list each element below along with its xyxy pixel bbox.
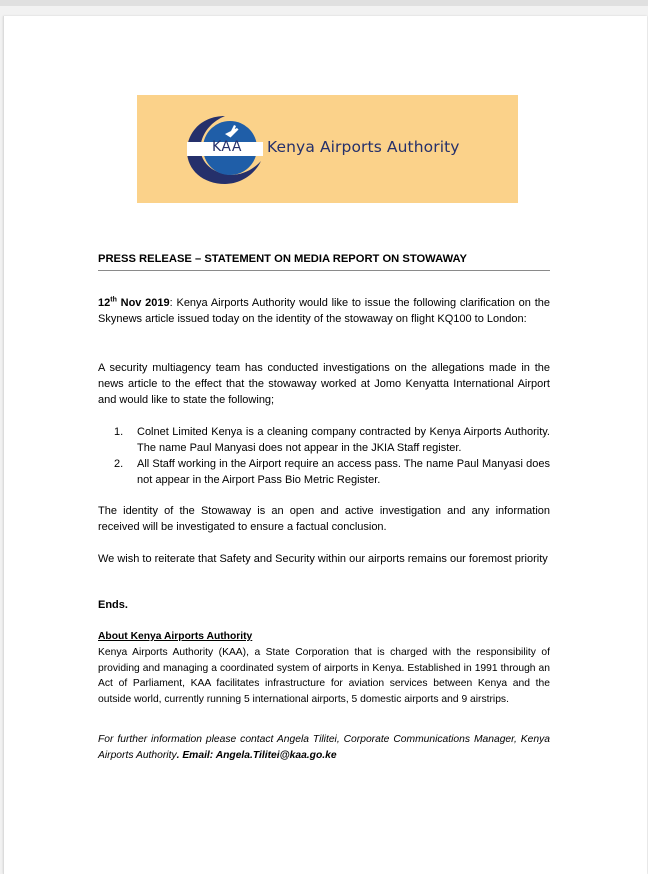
list-item bbox=[114, 424, 550, 456]
intro-text: : Kenya Airports Authority would like to issue the following clarification on the Skynews article issued today on the identity of the stowaway on flight KQ100 to London: bbox=[98, 297, 550, 325]
logo-wordmark: Kenya Airports Authority bbox=[267, 138, 460, 156]
ends-marker: Ends. bbox=[98, 599, 128, 611]
release-date-suffix: th bbox=[110, 296, 117, 304]
viewer-top-bar bbox=[0, 0, 648, 6]
list-item-text: Colnet Limited Kenya is a cleaning company contracted by Kenya Airports Authority. The name Paul Manyasi does not appear in the JKIA Staff register. bbox=[137, 426, 550, 454]
list-item bbox=[114, 456, 550, 488]
release-date bbox=[98, 297, 170, 309]
release-date-month-year: Nov 2019 bbox=[116, 297, 170, 309]
about-section-body: Kenya Airports Authority (KAA), a State Corporation that is charged with the responsibility of providing and managing a coordinated system of airports in Kenya. Established in 1991 through an Act of Parliament, KAA facilitates infrastructure for aviation services between Kenya and the outside world, currently running 5 international airports, 5 domestic airports and 9 airstrips. bbox=[98, 647, 550, 705]
contact-information bbox=[98, 732, 550, 763]
investigation-paragraph: A security multiagency team has conducted investigations on the allegations made in the news article to the effect that the stowaway worked at Jomo Kenyatta International Airport and would like to state the following; bbox=[98, 362, 550, 406]
heading-divider bbox=[98, 270, 550, 271]
contact-text: For further information please contact Angela Tilitei, Corporate Communications Manager, Kenya Airports Authority bbox=[98, 734, 550, 761]
intro-paragraph bbox=[98, 295, 550, 327]
list-item-number: 2. bbox=[114, 458, 124, 470]
investigation-status-paragraph: The identity of the Stowaway is an open and active investigation and any information received will be investigated to ensure a factual conclusion. bbox=[98, 505, 550, 533]
logo-initials: KAA bbox=[212, 139, 242, 155]
about-section-title: About Kenya Airports Authority bbox=[98, 631, 253, 642]
press-release-heading: PRESS RELEASE – STATEMENT ON MEDIA REPORT ON STOWAWAY bbox=[98, 253, 468, 265]
kaa-logo-banner bbox=[137, 95, 518, 203]
contact-email: . Email: Angela.Tilitei@kaa.go.ke bbox=[176, 749, 337, 761]
document-page bbox=[3, 16, 647, 874]
release-date-day: 12 bbox=[98, 297, 111, 309]
list-item-text: All Staff working in the Airport require an access pass. The name Paul Manyasi does not appear in the Airport Pass Bio Metric Register. bbox=[137, 458, 550, 486]
list-item-number: 1. bbox=[114, 426, 124, 438]
findings-list bbox=[114, 424, 550, 488]
safety-paragraph: We wish to reiterate that Safety and Security within our airports remains our foremost priority bbox=[98, 553, 548, 565]
